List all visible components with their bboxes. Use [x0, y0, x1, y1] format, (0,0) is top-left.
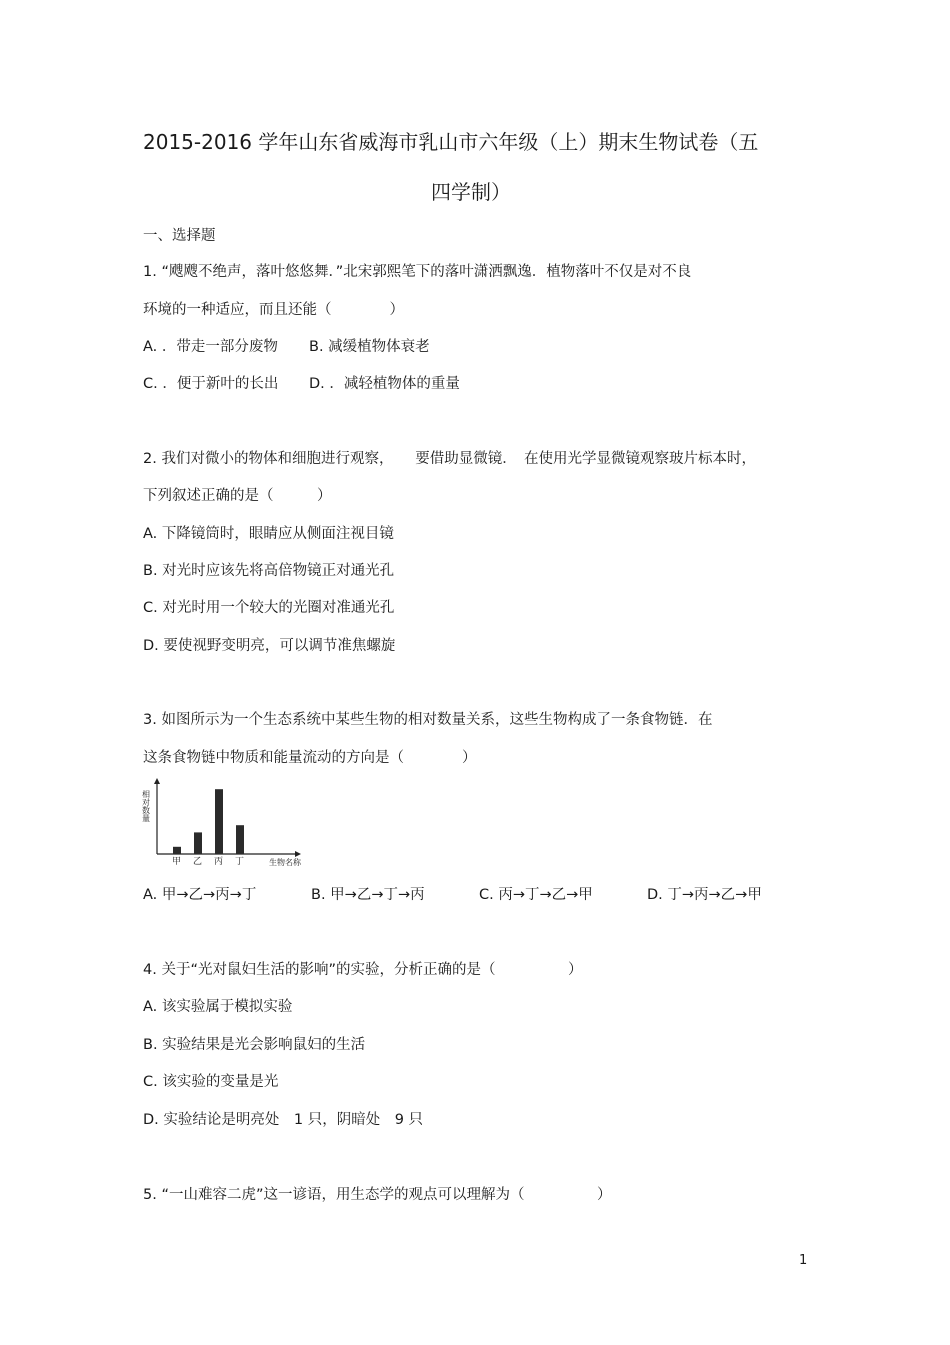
q2-stem-line1: 2. 我们对微小的物体和细胞进行观察， 要借助显微镜． 在使用光学显微镜观察玻片标本时， — [143, 451, 756, 467]
x-axis-arrow — [295, 851, 301, 857]
q1-option-a: A. ．带走一部分废物 — [143, 339, 278, 355]
q2-option-a: A. 下降镜筒时，眼睛应从侧面注视目镜 — [143, 526, 394, 542]
category-label-2: 乙 — [193, 857, 203, 867]
q2-option-b: B. 对光时应该先将高倍物镜正对通光孔 — [143, 563, 395, 579]
food-chain-bar-chart — [143, 778, 303, 870]
q5-stem: 5. “一山难容二虎”这一谚语，用生态学的观点可以理解为（ ） — [143, 1187, 612, 1203]
q3-option-d: D. 丁→丙→乙→甲 — [647, 887, 762, 903]
q1-option-d: D. ．减轻植物体的重量 — [309, 376, 460, 392]
category-label-4: 丁 — [235, 857, 245, 867]
q3-option-a: A. 甲→乙→丙→丁 — [143, 887, 257, 903]
q2-option-d: D. 要使视野变明亮，可以调节准焦螺旋 — [143, 638, 396, 654]
q1-stem-line2: 环境的一种适应，而且还能（ ） — [143, 302, 404, 318]
y-axis-label: 相对数量 — [141, 790, 151, 822]
section-heading: 一、选择题 — [143, 228, 216, 244]
q2-option-c: C. 对光时用一个较大的光圈对准通光孔 — [143, 600, 395, 616]
y-axis-arrow — [154, 778, 160, 784]
bar-2 — [194, 832, 202, 854]
q4-option-d: D. 实验结论是明亮处 1 只，阴暗处 9 只 — [143, 1112, 424, 1128]
document-title-line2: 四学制） — [431, 180, 511, 204]
page-number: 1 — [799, 1253, 808, 1268]
q2-stem-line2: 下列叙述正确的是（ ） — [143, 488, 332, 504]
q4-option-b: B. 实验结果是光会影响鼠妇的生活 — [143, 1037, 366, 1053]
q1-stem-line1: 1. “飕飕不绝声，落叶悠悠舞．”北宋郭熙笔下的落叶潇洒飘逸．植物落叶不仅是对不良 — [143, 264, 692, 280]
q1-option-b: B. 减缓植物体衰老 — [309, 339, 430, 355]
q3-stem-line1: 3. 如图所示为一个生态系统中某些生物的相对数量关系，这些生物构成了一条食物链．在 — [143, 712, 713, 728]
category-label-1: 甲 — [172, 857, 182, 867]
q4-option-c: C. 该实验的变量是光 — [143, 1074, 279, 1090]
bar-4 — [236, 825, 244, 854]
bar-3 — [215, 789, 223, 854]
q4-option-a: A. 该实验属于模拟实验 — [143, 999, 293, 1015]
bar-1 — [173, 847, 181, 854]
x-axis-label: 生物名称 — [269, 858, 301, 867]
q1-option-c: C. ．便于新叶的长出 — [143, 376, 279, 392]
q4-stem: 4. 关于“光对鼠妇生活的影响”的实验，分析正确的是（ ） — [143, 962, 583, 978]
document-title-line1: 2015-2016 学年山东省威海市乳山市六年级（上）期末生物试卷（五 — [143, 130, 759, 154]
category-label-3: 丙 — [214, 857, 224, 867]
q3-stem-line2: 这条食物链中物质和能量流动的方向是（ ） — [143, 750, 477, 766]
q3-option-b: B. 甲→乙→丁→丙 — [311, 887, 425, 903]
q3-option-c: C. 丙→丁→乙→甲 — [479, 887, 593, 903]
